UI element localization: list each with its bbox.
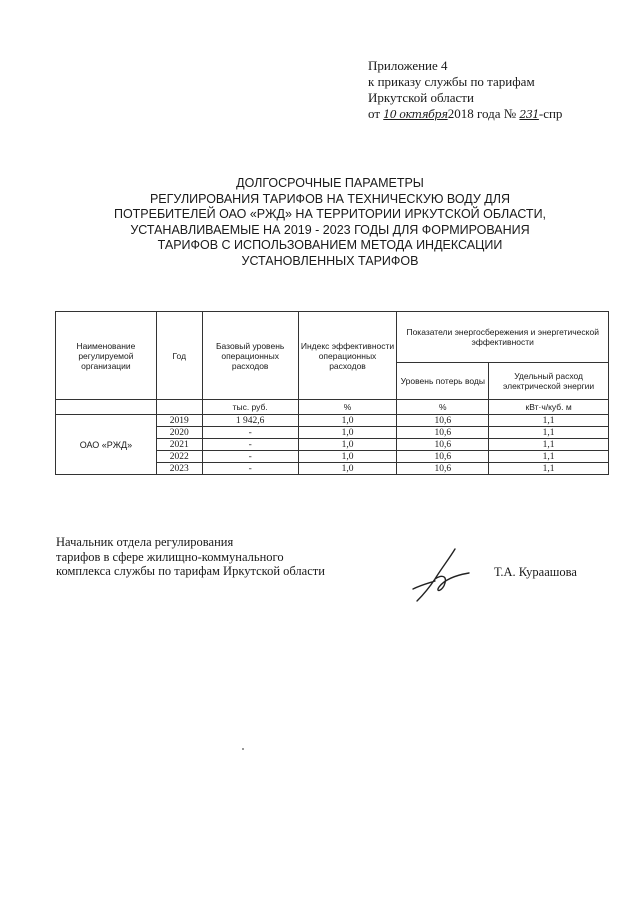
position-line: комплекса службы по тарифам Иркутской области bbox=[56, 564, 325, 578]
title-line: ДОЛГОСРОЧНЫЕ ПАРАМЕТРЫ bbox=[236, 176, 424, 190]
title-line: ПОТРЕБИТЕЛЕЙ ОАО «РЖД» НА ТЕРРИТОРИИ ИРКУТСКОЙ ОБЛАСТИ, bbox=[113, 207, 547, 221]
number-suffix: -спр bbox=[538, 106, 563, 121]
handwritten-number: 231 bbox=[519, 108, 539, 121]
cell-index: 1,0 bbox=[298, 463, 397, 475]
title-line: УСТАНОВЛЕННЫХ ТАРИФОВ bbox=[241, 253, 419, 268]
header-index: Индекс эффективности операционных расходов bbox=[298, 312, 397, 400]
cell-index: 1,0 bbox=[298, 439, 397, 451]
appendix-block bbox=[368, 58, 562, 123]
date-suffix: 2018 года № bbox=[447, 106, 520, 121]
cell-base: - bbox=[202, 451, 298, 463]
cell-specific: 1,1 bbox=[489, 463, 609, 475]
position-line: Начальник отдела регулирования bbox=[56, 535, 234, 549]
unit-year-empty bbox=[156, 400, 202, 415]
unit-index: % bbox=[298, 400, 397, 415]
title-line: ТАРИФОВ С ИСПОЛЬЗОВАНИЕМ МЕТОДА ИНДЕКСАЦИИ bbox=[157, 238, 503, 252]
cell-index: 1,0 bbox=[298, 415, 397, 427]
cell-base: - bbox=[202, 439, 298, 451]
appendix-line-1: Приложение 4 bbox=[368, 58, 448, 73]
cell-loss: 10,6 bbox=[397, 439, 489, 451]
unit-org-empty bbox=[56, 400, 157, 415]
table-row bbox=[56, 415, 609, 427]
date-prefix: от bbox=[368, 106, 384, 121]
cell-specific: 1,1 bbox=[489, 415, 609, 427]
cell-index: 1,0 bbox=[298, 451, 397, 463]
signatory-name: Т.А. Кураашова bbox=[494, 565, 577, 579]
handwritten-date: 10 октября bbox=[383, 108, 448, 121]
cell-specific: 1,1 bbox=[489, 439, 609, 451]
cell-year: 2022 bbox=[156, 451, 202, 463]
scan-speck bbox=[242, 748, 244, 750]
header-specific: Удельный расход электрической энергии bbox=[489, 363, 609, 400]
organization-cell: ОАО «РЖД» bbox=[56, 415, 157, 475]
cell-loss: 10,6 bbox=[397, 415, 489, 427]
cell-loss: 10,6 bbox=[397, 427, 489, 439]
cell-base: - bbox=[202, 463, 298, 475]
header-base: Базовый уровень операционных расходов bbox=[202, 312, 298, 400]
cell-loss: 10,6 bbox=[397, 463, 489, 475]
appendix-line-3: Иркутской области bbox=[368, 90, 474, 105]
title-line: УСТАНАВЛИВАЕМЫЕ НА 2019 - 2023 ГОДЫ ДЛЯ ФОРМИРОВАНИЯ bbox=[130, 222, 530, 237]
cell-index: 1,0 bbox=[298, 427, 397, 439]
units-row bbox=[56, 400, 609, 415]
document-title bbox=[70, 176, 590, 269]
unit-base: тыс. руб. bbox=[202, 400, 298, 415]
header-energy-group: Показатели энергосбережения и энергетической эффективности bbox=[397, 312, 609, 363]
title-line: РЕГУЛИРОВАНИЯ ТАРИФОВ НА ТЕХНИЧЕСКУЮ ВОДУ ДЛЯ bbox=[149, 191, 511, 206]
cell-base: 1 942,6 bbox=[202, 415, 298, 427]
cell-year: 2019 bbox=[156, 415, 202, 427]
header-org: Наименование регулируемой организации bbox=[56, 312, 157, 400]
unit-loss: % bbox=[397, 400, 489, 415]
cell-year: 2020 bbox=[156, 427, 202, 439]
cell-base: - bbox=[202, 427, 298, 439]
header-loss: Уровень потерь воды bbox=[397, 363, 489, 400]
appendix-date-line bbox=[368, 106, 562, 123]
header-row bbox=[56, 312, 609, 363]
cell-loss: 10,6 bbox=[397, 451, 489, 463]
cell-specific: 1,1 bbox=[489, 427, 609, 439]
handwritten-signature bbox=[405, 545, 475, 605]
header-year: Год bbox=[156, 312, 202, 400]
cell-specific: 1,1 bbox=[489, 451, 609, 463]
signatory-position bbox=[56, 535, 325, 579]
cell-year: 2023 bbox=[156, 463, 202, 475]
cell-year: 2021 bbox=[156, 439, 202, 451]
unit-specific: кВт·ч/куб. м bbox=[489, 400, 609, 415]
parameters-table bbox=[55, 311, 609, 475]
appendix-line-2: к приказу службы по тарифам bbox=[368, 74, 535, 89]
position-line: тарифов в сфере жилищно-коммунального bbox=[56, 549, 284, 564]
